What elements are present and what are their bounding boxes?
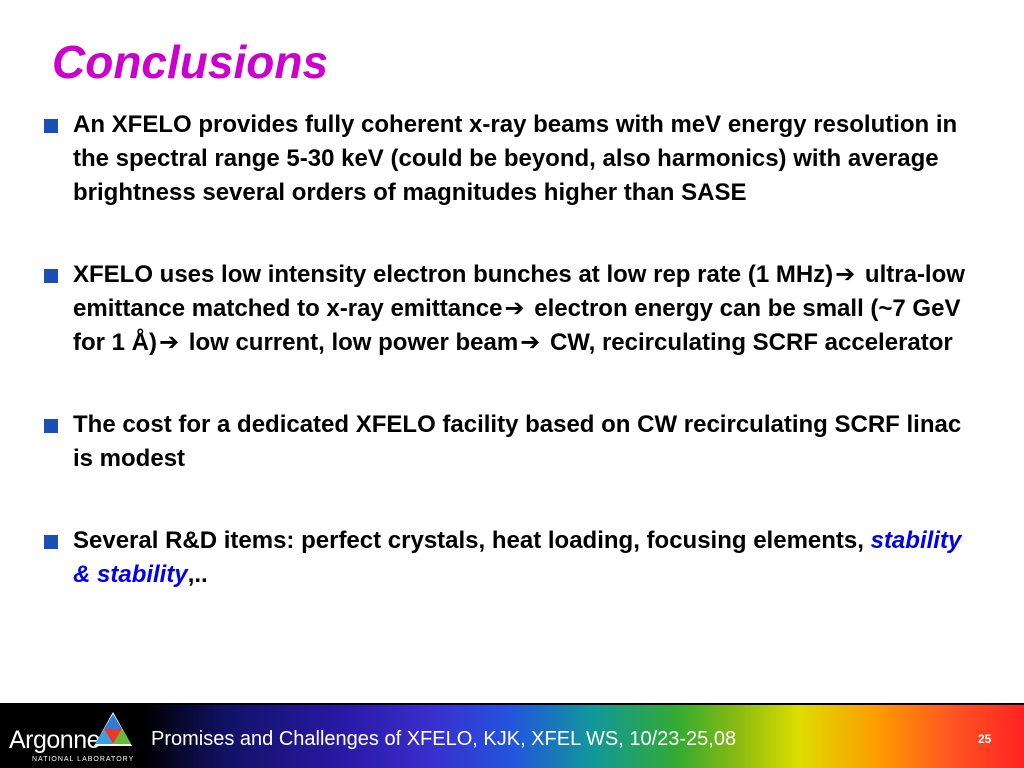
bullet-item-1 xyxy=(44,108,984,210)
emphasis-text: stability & stability xyxy=(73,527,962,588)
bullet-item-2 xyxy=(44,258,984,360)
bullet-text-segment: ,.. xyxy=(187,561,208,588)
bullet-square-icon xyxy=(44,419,58,433)
bullet-text-segment: CW, recirculating SCRF accelerator xyxy=(543,329,953,356)
footer-text: Promises and Challenges of XFELO, KJK, XFEL WS, 10/23-25,08 xyxy=(151,728,737,750)
bullet-square-icon xyxy=(44,535,58,549)
right-arrow-icon: ➔ xyxy=(835,261,856,288)
bullet-square-icon xyxy=(44,269,58,283)
bullet-text-segment: XFELO uses low intensity electron bunches at low rep rate (1 MHz) xyxy=(73,261,834,288)
right-arrow-icon: ➔ xyxy=(159,329,180,356)
argonne-logo-text: Argonne xyxy=(9,726,101,754)
bullet-square-icon xyxy=(44,119,58,133)
bullet-text: An XFELO provides fully coherent x-ray beams with meV energy resolution in the spectral range 5-30 keV (could be beyond, also harmonics) with average brightness several orders of magnitudes higher than SASE xyxy=(73,111,958,206)
slide-title: Conclusions xyxy=(52,36,329,88)
bullet-text: The cost for a dedicated XFELO facility based on CW recirculating SCRF linac is modest xyxy=(73,411,962,472)
bullet-text-segment: Several R&D items: perfect crystals, heat loading, focusing elements, xyxy=(73,527,871,554)
page-number: 25 xyxy=(978,732,992,746)
right-arrow-icon: ➔ xyxy=(520,329,541,356)
footer-divider xyxy=(0,703,1024,705)
bullet-item-4 xyxy=(44,524,984,592)
footer-bar xyxy=(0,703,1024,768)
bullet-item-3 xyxy=(44,408,984,476)
bullet-text-segment: electron energy can be small (~7 GeV for 1 Å) xyxy=(73,295,961,356)
bullet-list xyxy=(44,108,984,592)
argonne-logo-icon xyxy=(92,710,134,750)
bullet-text-segment: low current, low power beam xyxy=(182,329,519,356)
argonne-logo-subtext: NATIONAL LABORATORY xyxy=(32,756,135,763)
bullet-text-segment: ultra-low emittance matched to x-ray emittance xyxy=(73,261,965,322)
right-arrow-icon: ➔ xyxy=(504,295,525,322)
